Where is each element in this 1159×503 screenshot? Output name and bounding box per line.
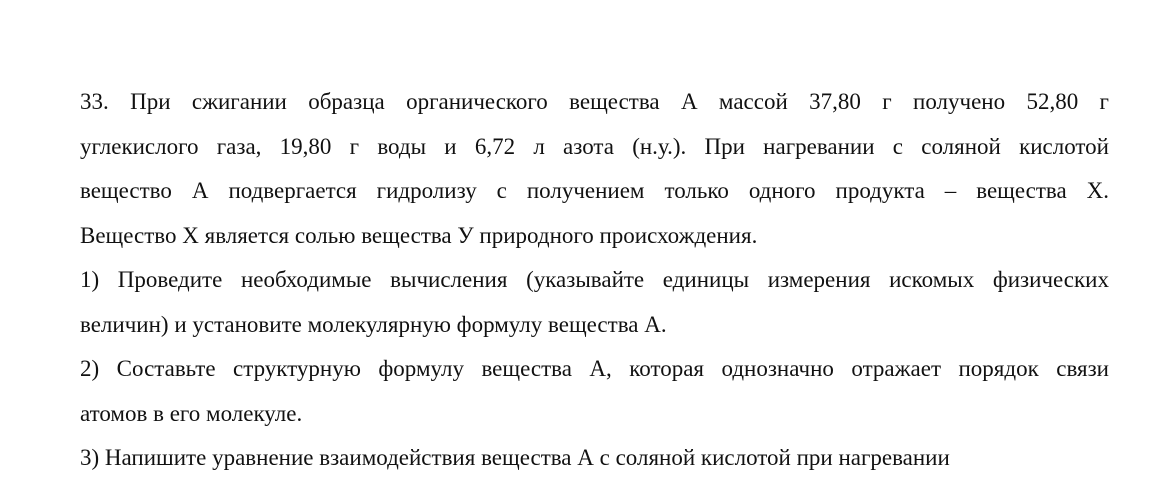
problem-line-3: вещество А подвергается гидролизу с получением только одного продукта – вещества Х. <box>80 178 1109 203</box>
task-2-line-1: 2) Составьте структурную формулу вещества А, которая однозначно отражает порядок связи <box>80 356 1109 381</box>
task-2-line-2: атомов в его молекуле. <box>80 400 303 426</box>
task-3 <box>80 436 1109 481</box>
problem-statement <box>80 80 1109 258</box>
task-1-line-2: величин) и установите молекулярную формулу вещества А. <box>80 311 667 337</box>
task-1 <box>80 258 1109 347</box>
problem-line-2: углекислого газа, 19,80 г воды и 6,72 л азота (н.у.). При нагревании с соляной кислотой <box>80 133 1109 159</box>
task-1-line-1: 1) Проведите необходимые вычисления (указывайте единицы измерения искомых физических <box>80 267 1109 292</box>
problem-line-1: 33. При сжигании образца органического вещества А массой 37,80 г получено 52,80 г <box>80 89 1109 114</box>
document-page <box>80 80 1109 481</box>
task-2 <box>80 347 1109 436</box>
problem-line-4: Вещество Х является солью вещества У природного происхождения. <box>80 222 758 248</box>
task-3-line-1: 3) Напишите уравнение взаимодействия вещества А с соляной кислотой при нагревании <box>80 445 950 470</box>
